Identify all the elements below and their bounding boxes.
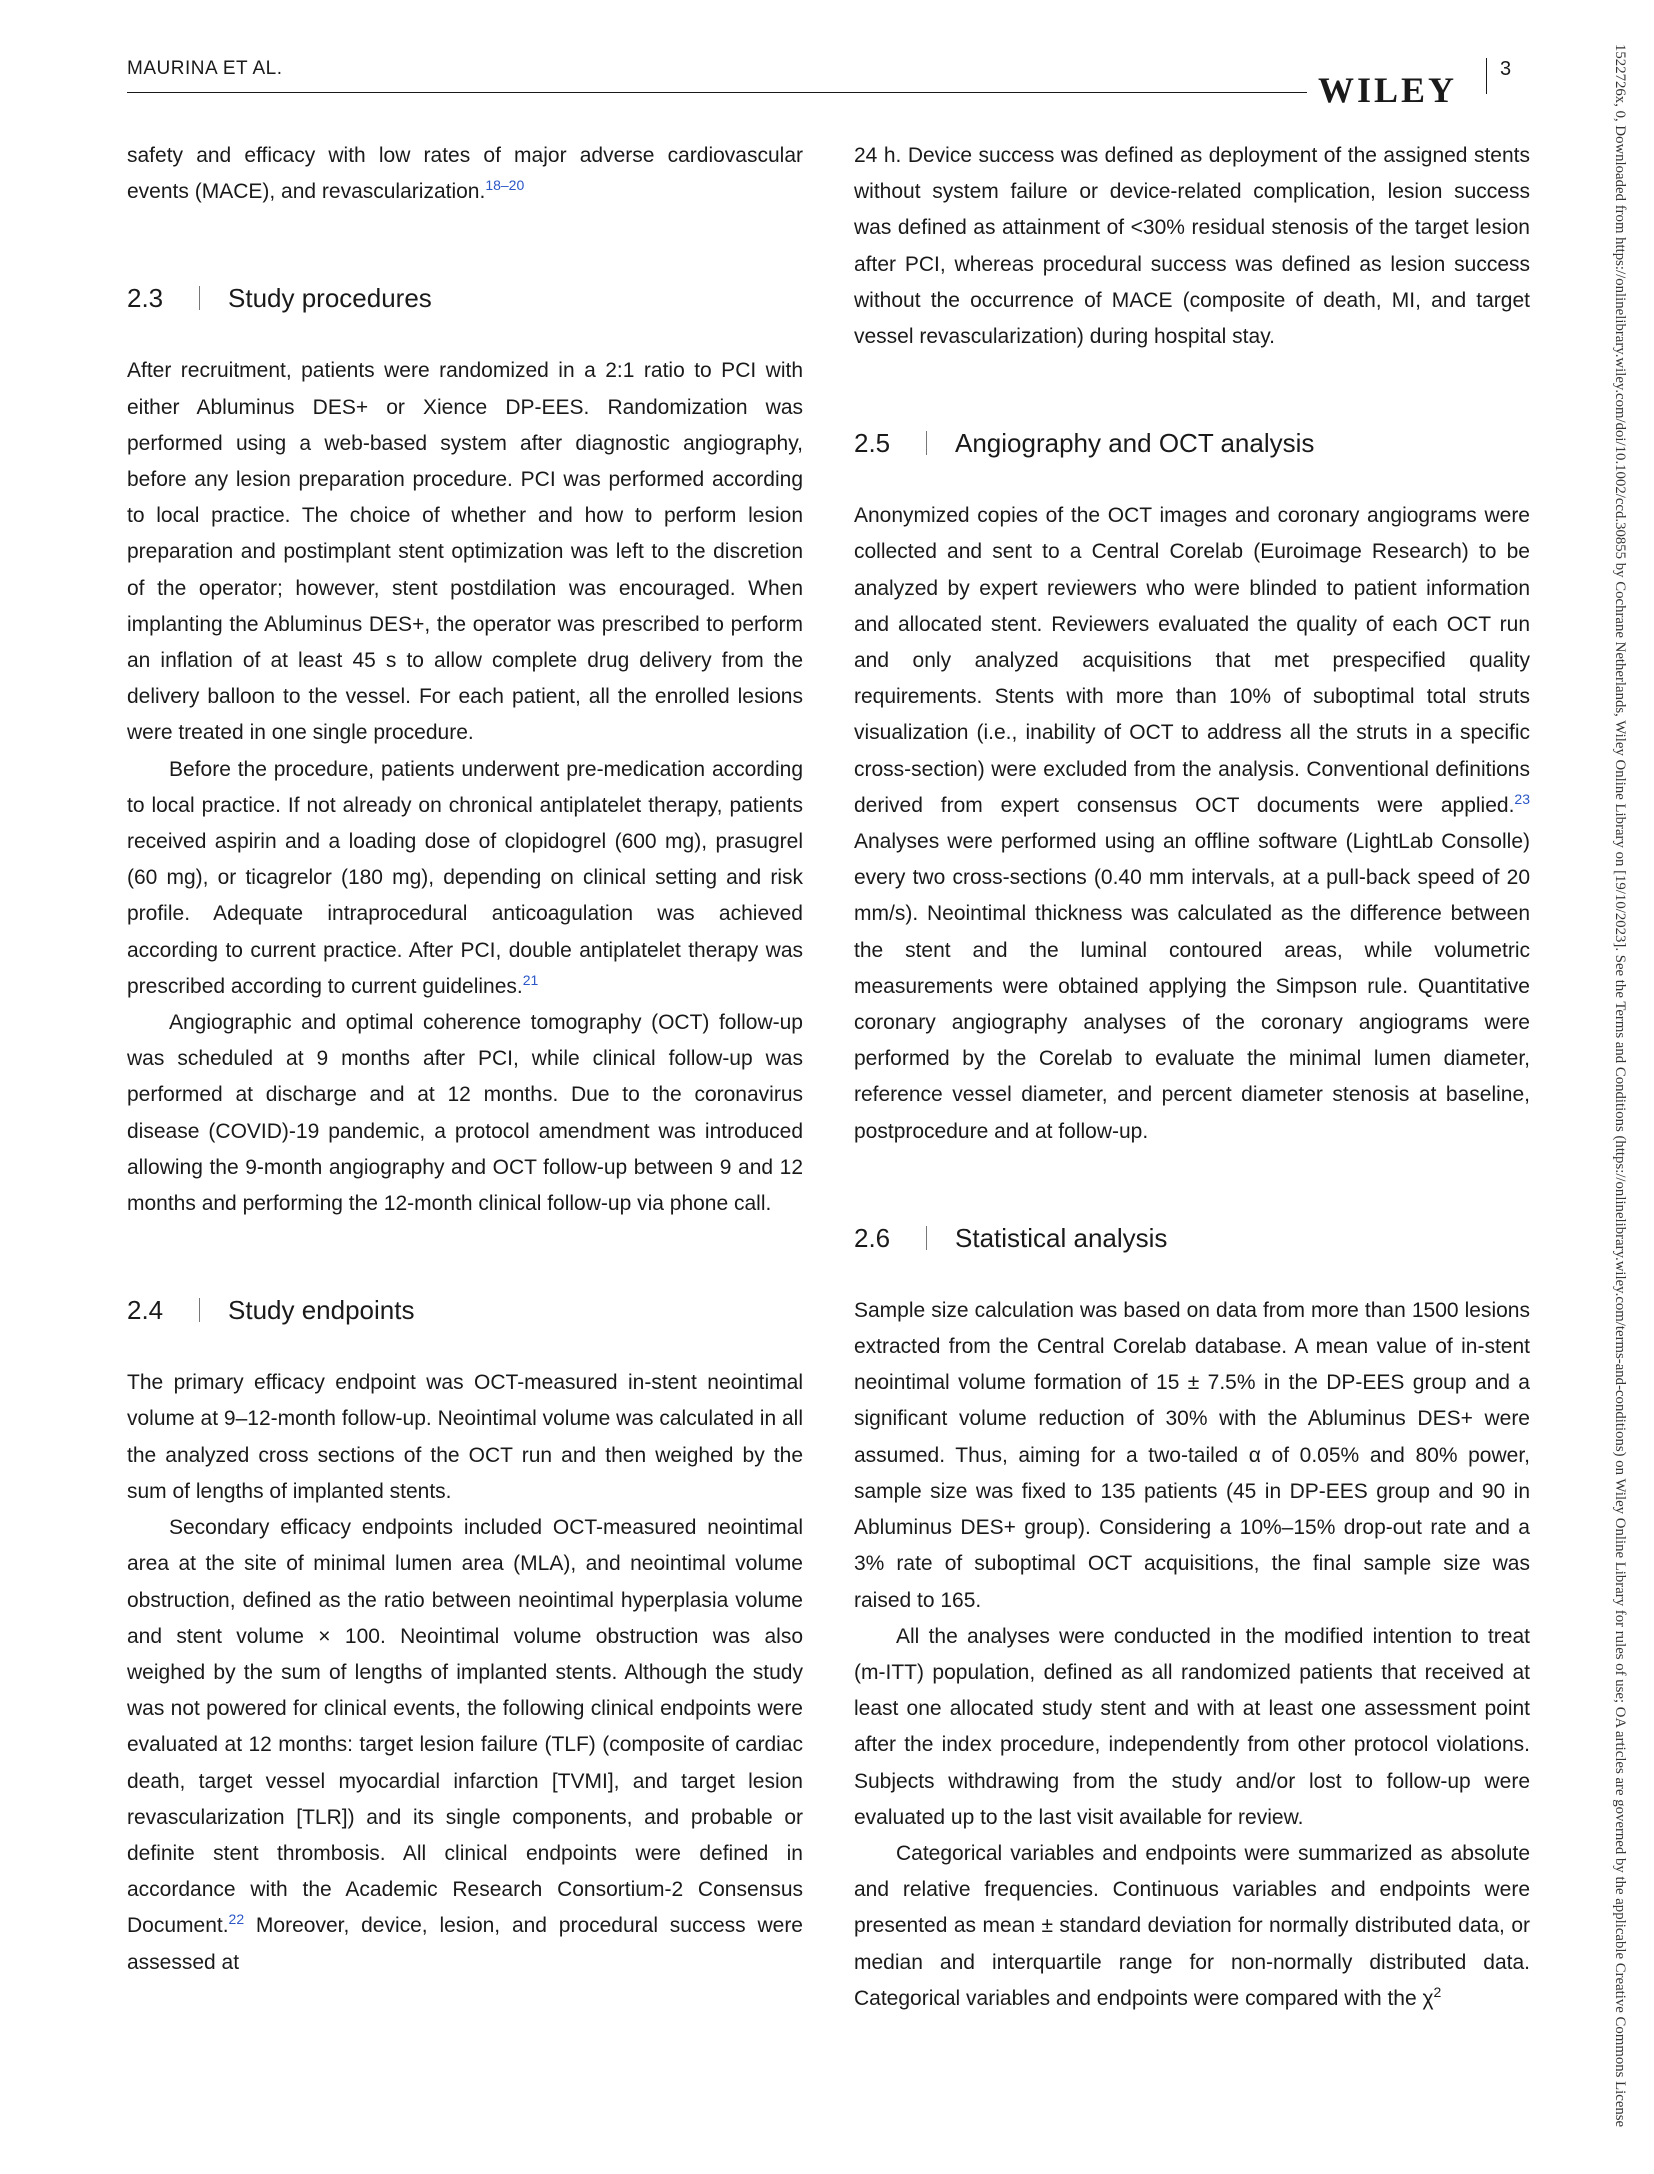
section-number: 2.6 xyxy=(854,1222,891,1253)
heading-divider xyxy=(926,431,927,455)
section-title: Statistical analysis xyxy=(955,1222,1168,1253)
paragraph: All the analyses were conducted in the modified intention to treat (m-ITT) population, defined as all randomized patients that received at least one allocated study stent and with at least one assessment point after the index procedure, independently from other protocol violations. Subjects withdrawing from the study and/or lost to follow-up were evaluated up to the last visit available for review. xyxy=(854,1624,1530,1829)
heading-divider xyxy=(199,286,200,310)
running-head: MAURINA ET AL. xyxy=(127,58,283,79)
download-notice-text: 1522726x, 0, Downloaded from https://onlinelibrary.wiley.com/doi/10.1002/ccd.30855 by Cochrane Netherlands, Wiley Online Library on [19/10/2023]. See the Terms and Conditions (https://onlinelibrary.wiley.com/terms-and-conditions) on Wiley Online Library for rules of use; OA articles are governed by the applicable Creative Commons License xyxy=(1612,44,1628,2128)
paragraph xyxy=(127,1510,803,1981)
right-column xyxy=(854,138,1530,2017)
citation-link[interactable]: 18–20 xyxy=(485,177,525,194)
download-notice xyxy=(1600,44,1640,2134)
section-heading-study-endpoints xyxy=(127,1292,803,1328)
publisher-logo: WILEY xyxy=(1310,70,1465,110)
right-intro-paragraph: 24 h. Device success was defined as deployment of the assigned stents without system failure or device-related complication, lesion success was defined as attainment of <30% residual stenosis of the target lesion after PCI, whereas procedural success was defined as lesion success without the occurrence of MACE (composite of death, MI, and target vessel revascularization) during hospital stay. xyxy=(854,144,1530,349)
paragraph: The primary efficacy endpoint was OCT-measured in-stent neointimal volume at 9–12-month follow-up. Neointimal volume was calculated in all the analyzed cross sections of the OCT run and then weighed by the sum of lengths of implanted stents. xyxy=(127,1371,803,1503)
citation-link[interactable]: 22 xyxy=(228,1911,245,1928)
paragraph-text: Anonymized copies of the OCT images and coronary angiograms were collected and sent to a Central Corelab (Euroimage Research) to be analyzed by expert reviewers who were blinded to patient information and allocated stent. Reviewers evaluated the quality of each OCT run and only analyzed acquisitions that met prespecified quality requirements. Stents with more than 10% of suboptimal total struts visualization (i.e., inability of OCT to address all the struts in a specific cross-section) were excluded from the analysis. Conventional definitions derived from expert consensus OCT documents were applied. xyxy=(854,504,1530,817)
section-title: Study endpoints xyxy=(228,1295,415,1326)
section-heading-angiography-oct xyxy=(854,425,1530,461)
paragraph-text: Analyses were performed using an offline software (LightLab Consolle) every two cross-sections (0.40 mm intervals, at a pull-back speed of 20 mm/s). Neointimal thickness was calculated as the difference between the stent and the luminal contoured areas, while volumetric measurements were obtained applying the Simpson rule. Quantitative coronary angiography analyses of the coronary angiograms were performed by the Corelab to evaluate the minimal lumen diameter, reference vessel diameter, and percent diameter stenosis at baseline, postprocedure and at follow-up. xyxy=(854,830,1530,1143)
section-heading-study-procedures xyxy=(127,280,803,316)
page-number: 3 xyxy=(1500,58,1512,80)
section-title: Angiography and OCT analysis xyxy=(955,428,1315,459)
paragraph xyxy=(854,1836,1530,2017)
paragraph-text: Moreover, device, lesion, and procedural success were assessed at xyxy=(127,1914,803,1974)
paragraph-text: Categorical variables and endpoints were summarized as absolute and relative frequencies. Continuous variables and endpoints were presented as mean ± standard deviation for normally distributed data, or median and interquartile range for non-normally distributed data. Categorical variables and endpoints were compared with the χ xyxy=(854,1841,1530,2010)
page-number-separator xyxy=(1486,58,1487,94)
paragraph: Sample size calculation was based on data from more than 1500 lesions extracted from the Central Corelab database. A mean value of in-stent neointimal volume formation of 15 ± 7.5% in the DP-EES group and a significant volume reduction of 30% with the Abluminus DES+ were assumed. Thus, aiming for a two-tailed α of 0.05% and 80% power, sample size was fixed to 135 patients (45 in DP-EES group and 90 in Abluminus DES+ group). Considering a 10%–15% drop-out rate and a 3% rate of suboptimal OCT acquisitions, the final sample size was raised to 165. xyxy=(854,1298,1530,1612)
section-title: Study procedures xyxy=(228,283,432,314)
header-rule xyxy=(127,92,1307,93)
heading-divider xyxy=(199,1298,200,1322)
paragraph xyxy=(854,498,1530,1150)
section-number: 2.5 xyxy=(854,428,891,459)
paragraph-text: Before the procedure, patients underwent pre-medication according to local practice. If not already on chronical antiplatelet therapy, patients received aspirin and a loading dose of clopidogrel (600 mg), prasugrel (60 mg), or ticagrelor (180 mg), depending on clinical setting and risk profile. Adequate intraprocedural anticoagulation was achieved according to current practice. After PCI, double antiplatelet therapy was prescribed according to current guidelines. xyxy=(127,757,803,998)
paragraph: After recruitment, patients were randomized in a 2:1 ratio to PCI with either Abluminus DES+ or Xience DP-EES. Randomization was performed using a web-based system after diagnostic angiography, before any lesion preparation procedure. PCI was performed according to local practice. The choice of whether and how to perform lesion preparation and postimplant stent optimization was left to the discretion of the operator; however, stent postdilation was encouraged. When implanting the Abluminus DES+, the operator was prescribed to perform an inflation of at least 45 s to allow complete drug delivery from the delivery balloon to the vessel. For each patient, all the enrolled lesions were treated in one single procedure. xyxy=(127,359,803,745)
section-number: 2.4 xyxy=(127,1295,164,1326)
paragraph-text: Secondary efficacy endpoints included OCT-measured neointimal area at the site of minimal lumen area (MLA), and neointimal volume obstruction, defined as the ratio between neointimal hyperplasia volume and stent volume × 100. Neointimal volume obstruction was also weighed by the sum of lengths of implanted stents. Although the study was not powered for clinical events, the following clinical endpoints were evaluated at 12 months: target lesion failure (TLF) (composite of cardiac death, target vessel myocardial infarction [TVMI], and target lesion revascularization [TLR]) and its single components, and probable or definite stent thrombosis. All clinical endpoints were defined in accordance with the Academic Research Consortium-2 Consensus Document. xyxy=(127,1516,803,1938)
section-number: 2.3 xyxy=(127,283,164,314)
paragraph xyxy=(127,752,803,1005)
left-column xyxy=(127,138,803,1981)
left-intro-paragraph xyxy=(127,138,803,210)
citation-link[interactable]: 23 xyxy=(1514,790,1530,807)
heading-divider xyxy=(926,1226,927,1250)
section-heading-statistical-analysis xyxy=(854,1220,1530,1256)
citation-link[interactable]: 21 xyxy=(522,971,539,988)
left-intro-text: safety and efficacy with low rates of major adverse cardiovascular events (MACE), and revascularization. xyxy=(127,144,803,204)
paragraph: Angiographic and optimal coherence tomography (OCT) follow-up was scheduled at 9 months after PCI, while clinical follow-up was performed at discharge and at 12 months. Due to the coronavirus disease (COVID)-19 pandemic, a protocol amendment was introduced allowing the 9-month angiography and OCT follow-up between 9 and 12 months and performing the 12-month clinical follow-up via phone call. xyxy=(127,1011,803,1216)
superscript: 2 xyxy=(1433,1983,1442,2000)
